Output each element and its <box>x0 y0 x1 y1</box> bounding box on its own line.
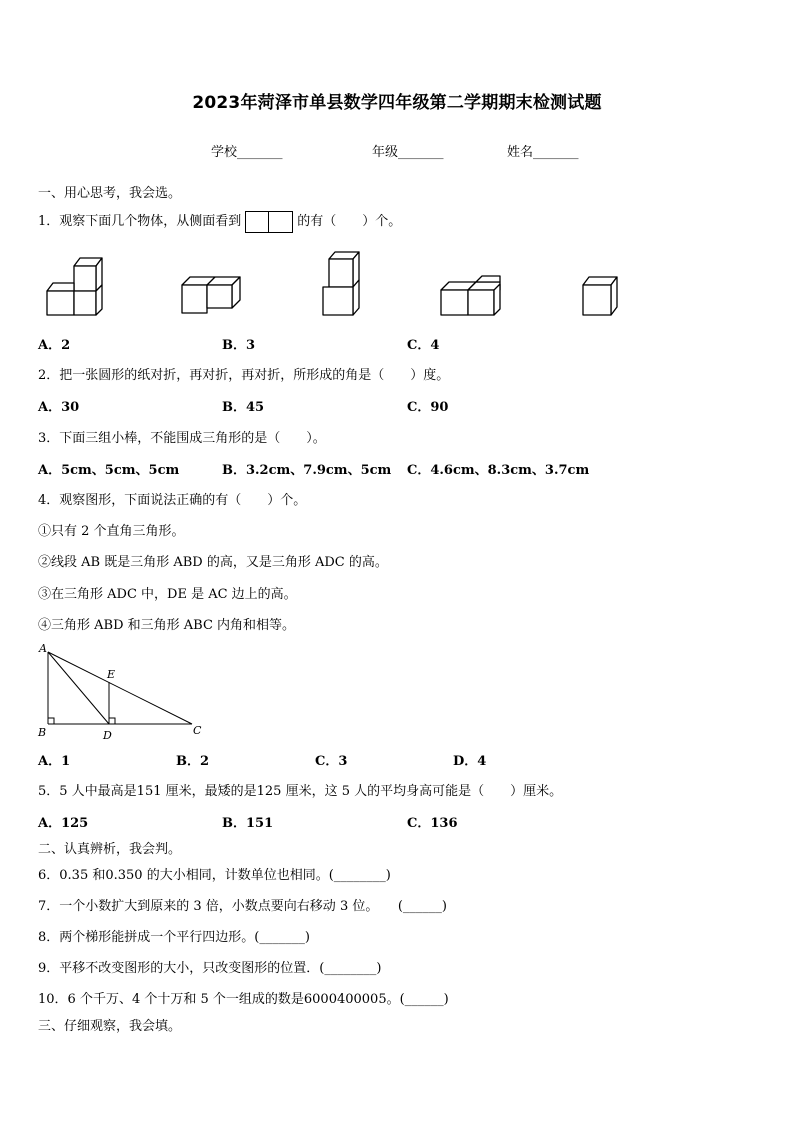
question-3: 3．下面三组小棒，不能围成三角形的是（ ）。 <box>38 431 326 446</box>
q4-option-a: A．1 <box>38 754 71 769</box>
q5-option-c: C．136 <box>407 816 458 831</box>
right-angle-b <box>48 718 54 724</box>
q5-option-b: B．151 <box>222 816 274 831</box>
q3-option-c: C．4.6cm、8.3cm、3.7cm <box>407 463 590 478</box>
section-3-heading: 三、仔细观察，我会填。 <box>38 1019 182 1034</box>
right-angle-d <box>109 718 115 724</box>
q4-statement-1: ①只有 2 个直角三角形。 <box>38 524 185 539</box>
q1-option-a: A．2 <box>38 338 71 353</box>
q3-option-a: A．5cm、5cm、5cm <box>38 463 180 478</box>
segment-ac <box>48 652 192 724</box>
q2-option-b: B．45 <box>222 400 265 415</box>
q1-option-b: B．3 <box>222 338 256 353</box>
school-field: 学校_______ <box>211 145 283 160</box>
question-9: 9．平移不改变图形的大小，只改变图形的位置．(________) <box>38 961 382 976</box>
question-5: 5．5 人中最高是151 厘米，最矮的是125 厘米，这 5 人的平均身高可能是（ ）厘米。 <box>38 784 563 799</box>
question-4: 4．观察图形，下面说法正确的有（ ）个。 <box>38 493 307 508</box>
question-7: 7．一个小数扩大到原来的 3 倍，小数点要向右移动 3 位。 (______) <box>38 899 447 914</box>
page-title: 2023年菏泽市单县数学四年级第二学期期末检测试题 <box>192 93 602 113</box>
label-d: D <box>103 729 112 742</box>
label-a: A <box>39 642 47 655</box>
q1-option-c: C．4 <box>407 338 440 353</box>
label-b: B <box>38 726 47 739</box>
label-e: E <box>107 668 116 681</box>
q2-option-a: A．30 <box>38 400 80 415</box>
section-1-heading: 一、用心思考，我会选。 <box>38 186 182 201</box>
q5-option-a: A．125 <box>38 816 89 831</box>
section-2-heading: 二、认真辨析，我会判。 <box>38 842 182 857</box>
label-c: C <box>193 724 202 737</box>
q4-statement-2: ②线段 AB 既是三角形 ABD 的高，又是三角形 ADC 的高。 <box>38 555 388 570</box>
q4-statement-3: ③在三角形 ADC 中，DE 是 AC 边上的高。 <box>38 587 297 602</box>
question-8: 8．两个梯形能拼成一个平行四边形。(_______) <box>38 930 310 945</box>
question-1-text-after: 的有（ ）个。 <box>297 214 402 229</box>
question-2: 2．把一张圆形的纸对折，再对折，再对折，所形成的角是（ ）度。 <box>38 368 450 383</box>
q4-option-d: D．4 <box>453 754 487 769</box>
segment-ad <box>48 652 109 724</box>
q4-option-b: B．2 <box>176 754 210 769</box>
name-field: 姓名_______ <box>507 145 579 160</box>
question-10: 10．6 个千万、4 个十万和 5 个一组成的数是6000400005。(______) <box>38 992 449 1007</box>
question-1-text-before: 1．观察下面几个物体，从侧面看到 <box>38 214 242 229</box>
question-6: 6．0.35 和0.350 的大小相同，计数单位也相同。(________) <box>38 868 391 883</box>
q4-statement-4: ④三角形 ABD 和三角形 ABC 内角和相等。 <box>38 618 296 633</box>
grade-field: 年级_______ <box>372 145 444 160</box>
q4-option-c: C．3 <box>315 754 348 769</box>
q2-option-c: C．90 <box>407 400 449 415</box>
q3-option-b: B．3.2cm、7.9cm、5cm <box>222 463 392 478</box>
